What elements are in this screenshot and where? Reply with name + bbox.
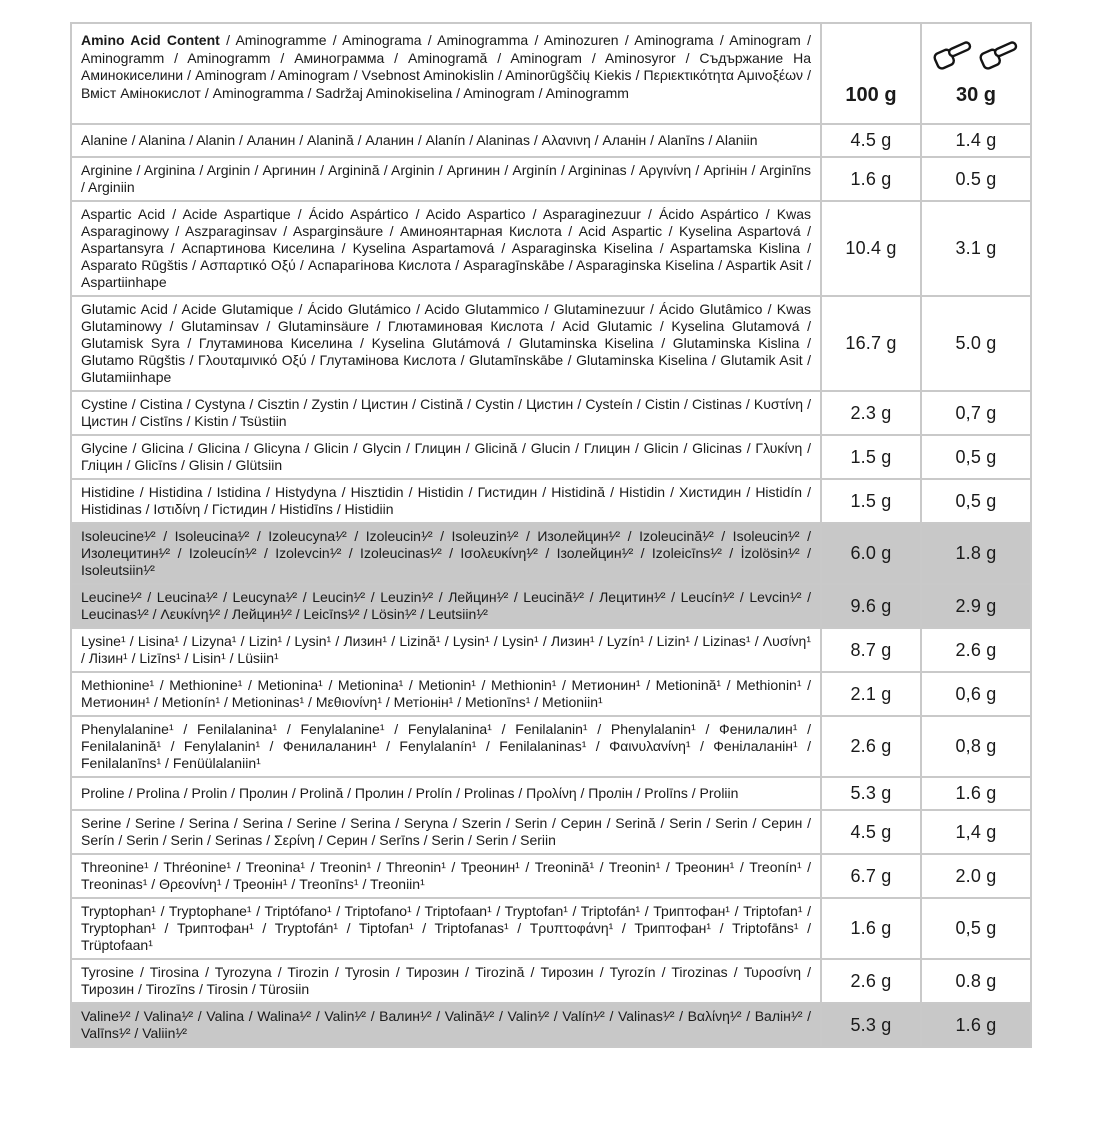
column-header-100g: 100 g <box>845 84 897 106</box>
value-per-30g: 0.5 g <box>921 157 1031 201</box>
header-row <box>71 23 1031 124</box>
table-title: Amino Acid Content <box>81 32 220 48</box>
value-per-30g: 1.6 g <box>921 1003 1031 1047</box>
measuring-scoop-icon <box>976 34 1022 72</box>
value-per-30g: 0,8 g <box>921 716 1031 777</box>
amino-acid-names: Cystine / Cistina / Cystyna / Cisztin / Zystin / Цистин / Cistină / Cystin / Цистин / Cysteín / Cistin / Cistinas / Κυστίνη / Цистин / Cistīns / Kistin / Tsüstiin <box>71 391 821 435</box>
value-per-100g: 16.7 g <box>821 296 921 391</box>
table-row <box>71 777 1031 810</box>
amino-acid-names: Tyrosine / Tirosina / Tyrozyna / Tirozin / Tyrosin / Тирозин / Tirozină / Тирозин / Tyrozín / Tirozinas / Τυροσίνη / Тирозин / Tirozīns / Tirosin / Türosiin <box>71 959 821 1003</box>
value-per-30g: 0.8 g <box>921 959 1031 1003</box>
amino-acid-names: Alanine / Alanina / Alanin / Аланин / Alanină / Аланин / Alanín / Alaninas / Αλανινη / Аланін / Alanīns / Alaniin <box>71 124 821 157</box>
table-row <box>71 157 1031 201</box>
value-per-100g: 4.5 g <box>821 124 921 157</box>
value-per-100g: 6.7 g <box>821 854 921 898</box>
value-per-100g: 2.6 g <box>821 716 921 777</box>
amino-acid-names: Arginine / Arginina / Arginin / Аргинин / Arginină / Arginin / Аргинин / Arginín / Argininas / Αργινίνη / Аргінін / Arginīns / Arginiin <box>71 157 821 201</box>
amino-acid-names: Phenylalanine¹ / Fenilalanina¹ / Fenylalanine¹ / Fenylalanina¹ / Fenilalanin¹ / Phenylalanin¹ / Фенилалин¹ / Fenilalanină¹ / Fenylalanin¹ / Фенилаланин¹ / Fenylalanín¹ / Fenilalaninas¹ / Φαινυλανίνη¹ / Фенілаланін¹ / Fenilalanīns¹ / Fenüülalaniin¹ <box>71 716 821 777</box>
value-per-100g: 6.0 g <box>821 523 921 584</box>
table-row <box>71 716 1031 777</box>
amino-acid-names: Glycine / Glicina / Glicina / Glicyna / Glicin / Glycin / Глицин / Glicină / Glucin / Глицин / Glicin / Glicinas / Γλυκίνη / Гліцин / Glicīns / Glisin / Glütsiin <box>71 435 821 479</box>
amino-acid-names: Methionine¹ / Methionine¹ / Metionina¹ / Metionina¹ / Metionin¹ / Methionin¹ / Метионин¹ / Metionină¹ / Methionin¹ / Метионин¹ / Metionín¹ / Metioninas¹ / Μεθιονίνη¹ / Метіонін¹ / Metionīns¹ / Metioniin¹ <box>71 672 821 716</box>
table-title-cell <box>71 23 821 124</box>
value-per-30g: 5.0 g <box>921 296 1031 391</box>
table-row <box>71 810 1031 854</box>
value-per-100g: 10.4 g <box>821 201 921 296</box>
value-per-30g: 3.1 g <box>921 201 1031 296</box>
amino-acid-table <box>70 22 1032 1048</box>
value-per-30g: 1,4 g <box>921 810 1031 854</box>
value-per-100g: 1.5 g <box>821 479 921 523</box>
table-row <box>71 854 1031 898</box>
measuring-scoop-icon <box>930 34 976 72</box>
value-per-100g: 2.6 g <box>821 959 921 1003</box>
value-per-30g: 0,5 g <box>921 435 1031 479</box>
value-per-100g: 1.5 g <box>821 435 921 479</box>
table-row <box>71 898 1031 959</box>
value-per-30g: 0,5 g <box>921 898 1031 959</box>
table-row <box>71 584 1031 628</box>
column-header-30g: 30 g <box>955 84 997 106</box>
measuring-scoop-icons <box>925 34 1027 72</box>
value-per-100g: 4.5 g <box>821 810 921 854</box>
amino-acid-label <box>70 22 1030 1048</box>
value-per-30g: 0,7 g <box>921 391 1031 435</box>
table-row <box>71 672 1031 716</box>
amino-acid-names: Tryptophan¹ / Tryptophane¹ / Triptófano¹ / Triptofano¹ / Triptofaan¹ / Tryptofan¹ / Triptofán¹ / Триптофан¹ / Triptofan¹ / Tryptophan¹ / Триптофан¹ / Tryptofán¹ / Tiptofan¹ / Triptofanas¹ / Τρυπτοφάνη¹ / Триптофан¹ / Triptofāns¹ / Trüptofaan¹ <box>71 898 821 959</box>
column-header-30g-cell <box>921 23 1031 124</box>
amino-acid-names: Proline / Prolina / Prolin / Пролин / Prolină / Пролин / Prolín / Prolinas / Προλίνη / Пролін / Prolīns / Proliin <box>71 777 821 810</box>
value-per-30g: 1.6 g <box>921 777 1031 810</box>
table-row <box>71 628 1031 672</box>
value-per-100g: 5.3 g <box>821 777 921 810</box>
value-per-100g: 2.1 g <box>821 672 921 716</box>
amino-acid-names: Aspartic Acid / Acide Aspartique / Ácido Aspártico / Acido Aspartico / Asparaginezuur / Ácido Aspártico / Kwas Asparaginowy / Aszparaginsav / Asparginsäure / Аминоянтарная Кислота / Acid Aspartic / Kyselina Aspartová / Aspartansyra / Аспартинова Киселина / Kyselina Aspartamová / Asparaginska Kiselina / Aspartamska Kislina / Asparato Rūgštis / Ασπαρτικό Οξύ / Аспарагінова Кислота / Asparagīnskābe / Asparaginska Kiselina / Aspartik Asit / Aspartiinhape <box>71 201 821 296</box>
value-per-30g: 0,6 g <box>921 672 1031 716</box>
table-row <box>71 523 1031 584</box>
amino-acid-names: Leucine¹⁄² / Leucina¹⁄² / Leucyna¹⁄² / Leucin¹⁄² / Leuzin¹⁄² / Лейцин¹⁄² / Leucină¹⁄² / Лецитин¹⁄² / Leucín¹⁄² / Levcin¹⁄² / Leucinas¹⁄² / Λευκίνη¹⁄² / Лейцин¹⁄² / Leicīns¹⁄² / Lösin¹⁄² / Leutsiin¹⁄² <box>71 584 821 628</box>
amino-acid-names: Glutamic Acid / Acide Glutamique / Ácido Glutámico / Acido Glutammico / Glutaminezuur / Ácido Glutâmico / Kwas Glutaminowy / Glutaminsav / Glutaminsäure / Глютаминовая Кислота / Acid Glutamic / Kyselina Glutamová / Glutamisk Syra / Глутаминова Киселина / Kyselina Glutámová / Glutaminska Kiselina / Glutaminska Kislina / Glutamo Rūgštis / Γλουταμινικό Οξύ / Глутамінова Кислота / Glutamīnskābe / Glutaminska Kiselina / Glutamik Asit / Glutamiinhape <box>71 296 821 391</box>
value-per-100g: 2.3 g <box>821 391 921 435</box>
table-row <box>71 201 1031 296</box>
value-per-30g: 1.4 g <box>921 124 1031 157</box>
value-per-30g: 2.6 g <box>921 628 1031 672</box>
table-row <box>71 391 1031 435</box>
amino-acid-names: Lysine¹ / Lisina¹ / Lizyna¹ / Lizin¹ / Lysin¹ / Лизин¹ / Lizină¹ / Lysin¹ / Lysin¹ / Лизин¹ / Lyzín¹ / Lizin¹ / Lizinas¹ / Λυσίνη¹ / Лізин¹ / Lizīns¹ / Lisin¹ / Lüsiin¹ <box>71 628 821 672</box>
value-per-100g: 5.3 g <box>821 1003 921 1047</box>
table-row <box>71 1003 1031 1047</box>
value-per-30g: 0,5 g <box>921 479 1031 523</box>
value-per-100g: 1.6 g <box>821 898 921 959</box>
value-per-100g: 8.7 g <box>821 628 921 672</box>
value-per-100g: 1.6 g <box>821 157 921 201</box>
table-row <box>71 959 1031 1003</box>
amino-acid-names: Threonine¹ / Thréonine¹ / Treonina¹ / Treonin¹ / Threonin¹ / Треонин¹ / Treonină¹ / Treonin¹ / Треонин¹ / Treonín¹ / Treoninas¹ / Θρεονίνη¹ / Треонін¹ / Treonīns¹ / Treoniin¹ <box>71 854 821 898</box>
amino-acid-names: Valine¹⁄² / Valina¹⁄² / Valina / Walina¹⁄² / Valin¹⁄² / Валин¹⁄² / Valină¹⁄² / Valin¹⁄² / Valín¹⁄² / Valinas¹⁄² / Βαλίνη¹⁄² / Валін¹⁄² / Valīns¹⁄² / Valiin¹⁄² <box>71 1003 821 1047</box>
table-row <box>71 479 1031 523</box>
value-per-100g: 9.6 g <box>821 584 921 628</box>
table-row <box>71 435 1031 479</box>
amino-acid-names: Serine / Serine / Serina / Serina / Serine / Serina / Seryna / Szerin / Serin / Серин / Serină / Serin / Serin / Серин / Serín / Serin / Serin / Serinas / Σερίνη / Серин / Serīns / Serin / Serin / Seriin <box>71 810 821 854</box>
value-per-30g: 2.0 g <box>921 854 1031 898</box>
column-header-100g-cell <box>821 23 921 124</box>
value-per-30g: 2.9 g <box>921 584 1031 628</box>
amino-acid-names: Isoleucine¹⁄² / Isoleucina¹⁄² / Izoleucyna¹⁄² / Izoleucin¹⁄² / Isoleuzin¹⁄² / Изолейцин¹⁄² / Izoleucină¹⁄² / Isoleucin¹⁄² / Изолецитин¹⁄² / Izoleucín¹⁄² / Izolevcin¹⁄² / Izoleucinas¹⁄² / Ισολευκίνη¹⁄² / Ізолейцин¹⁄² / Izoleicīns¹⁄² / İzolösin¹⁄² / Isoleutsiin¹⁄² <box>71 523 821 584</box>
value-per-30g: 1.8 g <box>921 523 1031 584</box>
table-row <box>71 296 1031 391</box>
table-title-translations: / Aminogramme / Aminograma / Aminogramma / Aminozuren / Aminograma / Aminogram / Aminogramm / Aminogramm / Аминограмма / Aminogramă / Aminogram / Aminosyror / Съдържание На Аминокиселини / Aminogram / Aminogram / Vsebnost Aminokislin / Aminorūgščių Kiekis / Περιεκτικότητα Αμινοξέων / Вміст Амінокислот / Aminogramma / Sadržaj Aminokiselina / Aminogram / Aminogramm <box>81 32 811 101</box>
table-row <box>71 124 1031 157</box>
amino-acid-names: Histidine / Histidina / Istidina / Histydyna / Hisztidin / Histidin / Гистидин / Histidină / Histidin / Хистидин / Histidín / Histidinas / Ιστιδίνη / Гістидин / Histidīns / Histidiin <box>71 479 821 523</box>
